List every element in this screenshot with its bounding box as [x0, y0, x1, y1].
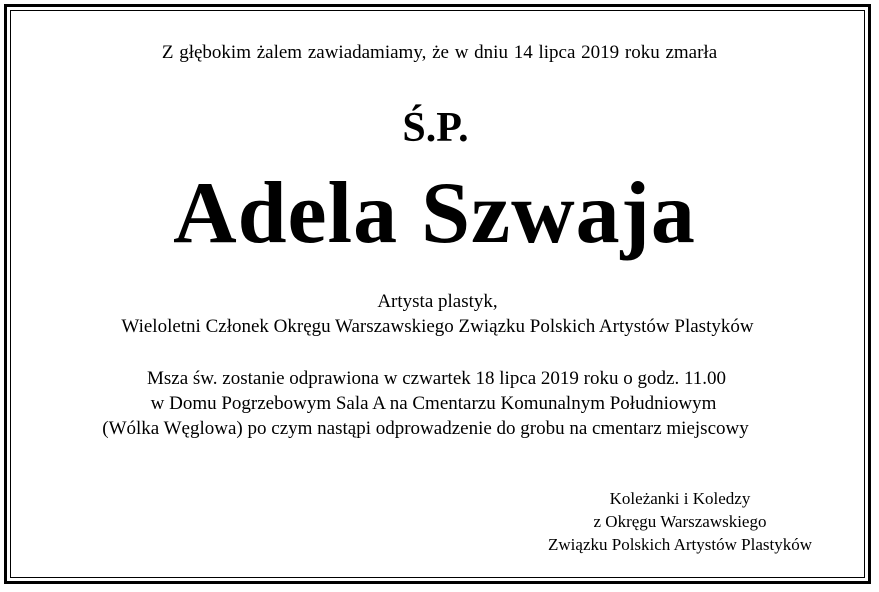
honorific-title: Ś.P.	[402, 105, 469, 151]
signature-line-3: Związku Polskich Artystów Plastyków	[548, 535, 812, 554]
role-line-1: Artysta plastyk,	[377, 291, 498, 312]
signature-line-1: Koleżanki i Koledzy	[609, 489, 751, 508]
deceased-name: Adela Szwaja	[173, 165, 696, 262]
mass-info-line-3: (Wólka Węglowa) po czym nastąpi odprowadzenie do grobu na cmentarz miejscowy	[102, 418, 749, 439]
mass-info-line-2: w Domu Pogrzebowym Sala A na Cmentarzu Komunalnym Południowym	[150, 393, 717, 414]
signature-line-2: z Okręgu Warszawskiego	[593, 512, 767, 531]
intro-text: Z głębokim żalem zawiadamiamy, że w dniu 14 lipca 2019 roku zmarła	[161, 42, 718, 63]
role-line-2: Wieloletni Członek Okręgu Warszawskiego Związku Polskich Artystów Plastyków	[121, 316, 754, 337]
mass-info-line-1: Msza św. zostanie odprawiona w czwartek 18 lipca 2019 roku o godz. 11.00	[147, 368, 726, 389]
